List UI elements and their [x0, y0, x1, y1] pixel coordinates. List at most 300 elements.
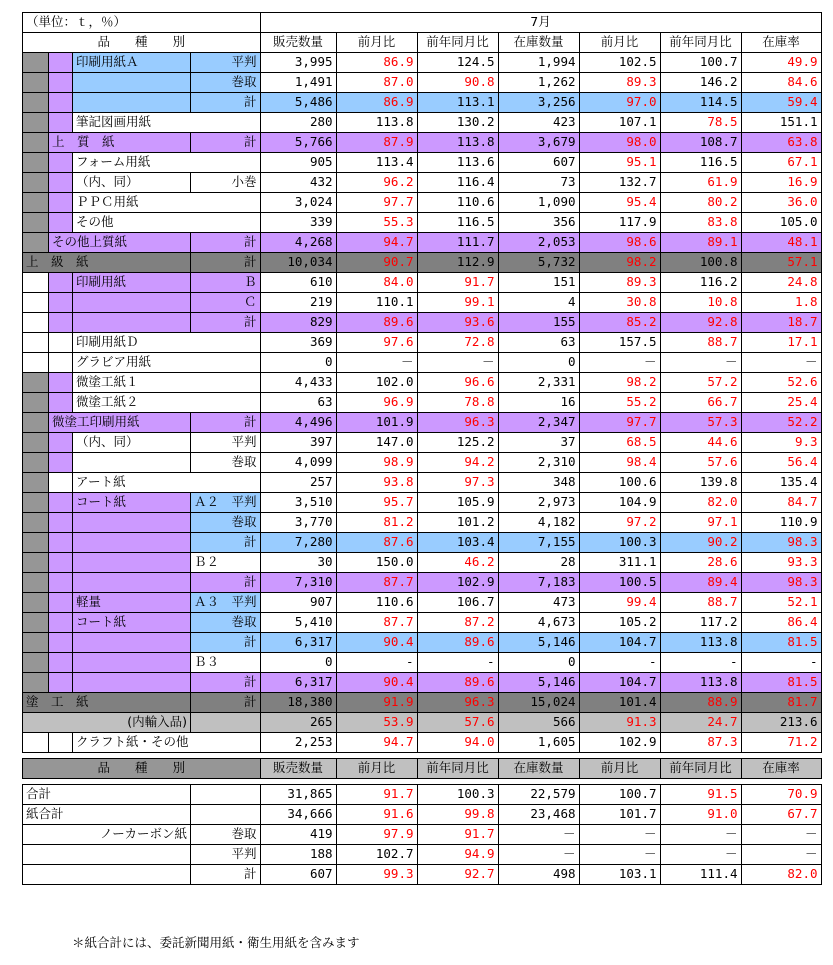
row-23-value-4: 97.2 [579, 513, 660, 533]
row-6-value-0: 432 [260, 173, 336, 193]
row-29-value-3: 5,146 [498, 633, 579, 653]
table-row [23, 805, 822, 825]
row-label: コート紙 [73, 613, 191, 633]
row-4-value-0: 5,766 [260, 133, 336, 153]
row-24-value-4: 100.3 [579, 533, 660, 553]
row-16-value-4: 98.2 [579, 373, 660, 393]
bottom-sub [191, 805, 261, 825]
indent-bar-2 [49, 433, 73, 453]
row-23-value-3: 4,182 [498, 513, 579, 533]
row-20-value-2: 94.2 [417, 453, 498, 473]
row-24-value-3: 7,155 [498, 533, 579, 553]
bottom-4-value-6: 82.0 [741, 865, 821, 885]
row-27-value-4: 99.4 [579, 593, 660, 613]
row-30-value-5: - [660, 653, 741, 673]
bottom-3-value-1: 102.7 [336, 845, 417, 865]
row-12-value-3: 4 [498, 293, 579, 313]
row-29-value-1: 90.4 [336, 633, 417, 653]
table-row [23, 133, 822, 153]
row-22-value-0: 3,510 [260, 493, 336, 513]
bottom-1-value-5: 91.0 [660, 805, 741, 825]
indent-bar [23, 153, 49, 173]
column-header-2-3: 在庫数量 [498, 759, 579, 779]
row-19-value-2: 125.2 [417, 433, 498, 453]
table-row [23, 513, 822, 533]
row-33-value-6: 213.6 [741, 713, 821, 733]
row-3-value-1: 113.8 [336, 113, 417, 133]
row-34-value-4: 102.9 [579, 733, 660, 753]
row-2-value-2: 113.1 [417, 93, 498, 113]
row-33-value-1: 53.9 [336, 713, 417, 733]
row-33-value-3: 566 [498, 713, 579, 733]
row-24-value-5: 90.2 [660, 533, 741, 553]
row-12-value-2: 99.1 [417, 293, 498, 313]
indent-bar-2 [49, 153, 73, 173]
indent-bar-2 [49, 353, 73, 373]
indent-bar [23, 233, 49, 253]
row-14-value-3: 63 [498, 333, 579, 353]
table-row [23, 153, 822, 173]
bottom-3-value-3: － [498, 845, 579, 865]
row-17-value-2: 78.8 [417, 393, 498, 413]
table-row [23, 93, 822, 113]
row-19-value-0: 397 [260, 433, 336, 453]
row-sub: 計 [191, 93, 261, 113]
row-21-value-4: 100.6 [579, 473, 660, 493]
table-row [23, 233, 822, 253]
row-31-value-4: 104.7 [579, 673, 660, 693]
row-12-value-0: 219 [260, 293, 336, 313]
row-21-value-5: 139.8 [660, 473, 741, 493]
bottom-2-value-1: 97.9 [336, 825, 417, 845]
row-2-value-6: 59.4 [741, 93, 821, 113]
row-14-value-4: 157.5 [579, 333, 660, 353]
row-25-value-1: 150.0 [336, 553, 417, 573]
table-row [23, 653, 822, 673]
bottom-sub [191, 785, 261, 805]
bottom-4-value-5: 111.4 [660, 865, 741, 885]
row-26-value-5: 89.4 [660, 573, 741, 593]
row-22-value-4: 104.9 [579, 493, 660, 513]
row-0-value-5: 100.7 [660, 53, 741, 73]
row-2-value-1: 86.9 [336, 93, 417, 113]
indent-bar-2 [49, 333, 73, 353]
row-31-value-5: 113.8 [660, 673, 741, 693]
row-24-value-1: 87.6 [336, 533, 417, 553]
row-29-value-6: 81.5 [741, 633, 821, 653]
row-7-value-3: 1,090 [498, 193, 579, 213]
row-25-value-6: 93.3 [741, 553, 821, 573]
row-15-value-0: 0 [260, 353, 336, 373]
row-label: 印刷用紙 [73, 273, 191, 293]
row-11-value-2: 91.7 [417, 273, 498, 293]
paper-sales-table [22, 12, 822, 885]
indent-bar [23, 53, 49, 73]
row-28-value-4: 105.2 [579, 613, 660, 633]
row-29-value-0: 6,317 [260, 633, 336, 653]
table-row [23, 313, 822, 333]
indent-bar-2 [49, 553, 73, 573]
row-24-value-2: 103.4 [417, 533, 498, 553]
indent-bar-2 [49, 593, 73, 613]
bottom-4-value-1: 99.3 [336, 865, 417, 885]
row-23-value-1: 81.2 [336, 513, 417, 533]
row-29-value-2: 89.6 [417, 633, 498, 653]
column-header-2-4: 前月比 [579, 759, 660, 779]
column-header-2-5: 前年同月比 [660, 759, 741, 779]
row-label [73, 73, 191, 93]
row-25-value-3: 28 [498, 553, 579, 573]
row-30-value-0: 0 [260, 653, 336, 673]
row-label: アート紙 [73, 473, 261, 493]
indent-bar [23, 273, 49, 293]
row-2-value-3: 3,256 [498, 93, 579, 113]
row-6-value-1: 96.2 [336, 173, 417, 193]
indent-bar [23, 113, 49, 133]
row-8-value-1: 55.3 [336, 213, 417, 233]
row-26-value-6: 98.3 [741, 573, 821, 593]
bottom-4-value-3: 498 [498, 865, 579, 885]
row-sub: Ｂ２ [191, 553, 261, 573]
row-23-value-2: 101.2 [417, 513, 498, 533]
row-24-value-0: 7,280 [260, 533, 336, 553]
indent-bar [23, 733, 49, 753]
row-18-value-0: 4,496 [260, 413, 336, 433]
row-0-value-1: 86.9 [336, 53, 417, 73]
row-8-value-2: 116.5 [417, 213, 498, 233]
row-1-value-1: 87.0 [336, 73, 417, 93]
row-13-value-2: 93.6 [417, 313, 498, 333]
indent-bar [23, 293, 49, 313]
indent-bar [23, 533, 49, 553]
bottom-0-value-0: 31,865 [260, 785, 336, 805]
row-11-value-1: 84.0 [336, 273, 417, 293]
row-32-value-0: 18,380 [260, 693, 336, 713]
row-14-value-0: 369 [260, 333, 336, 353]
row-15-value-4: － [579, 353, 660, 373]
indent-bar-2 [49, 653, 73, 673]
row-21-value-3: 348 [498, 473, 579, 493]
column-header-3: 在庫数量 [498, 33, 579, 53]
bottom-3-value-0: 188 [260, 845, 336, 865]
column-header-1: 前月比 [336, 33, 417, 53]
row-sub: 計 [191, 253, 261, 273]
row-sub: 巻取 [191, 453, 261, 473]
table-row [23, 213, 822, 233]
column-header-4: 前月比 [579, 33, 660, 53]
row-20-value-0: 4,099 [260, 453, 336, 473]
row-label: グラビア用紙 [73, 353, 261, 373]
row-5-value-2: 113.6 [417, 153, 498, 173]
row-label [73, 573, 191, 593]
row-16-value-2: 96.6 [417, 373, 498, 393]
column-header-5: 前年同月比 [660, 33, 741, 53]
row-19-value-6: 9.3 [741, 433, 821, 453]
row-16-value-1: 102.0 [336, 373, 417, 393]
indent-bar [23, 193, 49, 213]
row-3-value-3: 423 [498, 113, 579, 133]
indent-bar-2 [49, 373, 73, 393]
bottom-0-value-5: 91.5 [660, 785, 741, 805]
row-label: クラフト紙・その他 [73, 733, 261, 753]
row-26-value-3: 7,183 [498, 573, 579, 593]
row-34-value-5: 87.3 [660, 733, 741, 753]
row-sub: 平判 [191, 53, 261, 73]
row-22-value-1: 95.7 [336, 493, 417, 513]
unit-label: （単位：ｔ，％） [23, 13, 261, 33]
row-21-value-0: 257 [260, 473, 336, 493]
table-row [23, 333, 822, 353]
indent-bar [23, 413, 49, 433]
row-16-value-5: 57.2 [660, 373, 741, 393]
indent-bar [23, 313, 49, 333]
bottom-0-value-4: 100.7 [579, 785, 660, 805]
bottom-2-value-6: － [741, 825, 821, 845]
row-4-value-6: 63.8 [741, 133, 821, 153]
category-header-2: 品 種 別 [23, 759, 261, 779]
row-19-value-5: 44.6 [660, 433, 741, 453]
row-27-value-0: 907 [260, 593, 336, 613]
indent-bar [23, 433, 49, 453]
indent-bar [23, 373, 49, 393]
row-14-value-1: 97.6 [336, 333, 417, 353]
table-row [23, 733, 822, 753]
row-label [73, 553, 191, 573]
row-25-value-0: 30 [260, 553, 336, 573]
table-row [23, 553, 822, 573]
row-7-value-6: 36.0 [741, 193, 821, 213]
row-5-value-6: 67.1 [741, 153, 821, 173]
row-34-value-1: 94.7 [336, 733, 417, 753]
row-9-value-1: 94.7 [336, 233, 417, 253]
indent-bar-2 [49, 573, 73, 593]
indent-bar-2 [49, 213, 73, 233]
bottom-label: 紙合計 [23, 805, 191, 825]
row-15-value-1: － [336, 353, 417, 373]
row-32-value-1: 91.9 [336, 693, 417, 713]
bottom-2-value-4: － [579, 825, 660, 845]
table-row [23, 785, 822, 805]
row-sub: Ｂ３ [191, 653, 261, 673]
bottom-4-value-0: 607 [260, 865, 336, 885]
indent-bar [23, 473, 49, 493]
indent-bar-2 [49, 93, 73, 113]
row-4-value-1: 87.9 [336, 133, 417, 153]
indent-bar-2 [49, 493, 73, 513]
table-row [23, 13, 822, 33]
indent-bar [23, 393, 49, 413]
row-17-value-4: 55.2 [579, 393, 660, 413]
row-0-value-0: 3,995 [260, 53, 336, 73]
table-row [23, 53, 822, 73]
bottom-1-value-2: 99.8 [417, 805, 498, 825]
table-row [23, 613, 822, 633]
indent-bar [23, 613, 49, 633]
row-11-value-0: 610 [260, 273, 336, 293]
footnote: ＊紙合計には、委託新聞用紙・衛生用紙を含みます [72, 935, 360, 950]
row-label: 微塗工紙２ [73, 393, 261, 413]
row-4-value-2: 113.8 [417, 133, 498, 153]
row-17-value-3: 16 [498, 393, 579, 413]
row-14-value-2: 72.8 [417, 333, 498, 353]
row-3-value-5: 78.5 [660, 113, 741, 133]
table-row [23, 353, 822, 373]
row-label [73, 93, 191, 113]
row-sub: 巻取 [191, 513, 261, 533]
row-30-value-6: - [741, 653, 821, 673]
row-7-value-5: 80.2 [660, 193, 741, 213]
row-32-value-2: 96.3 [417, 693, 498, 713]
bottom-0-value-6: 70.9 [741, 785, 821, 805]
row-8-value-3: 356 [498, 213, 579, 233]
indent-bar-2 [49, 193, 73, 213]
row-label: 印刷用紙Ａ [73, 53, 191, 73]
row-sub: Ａ３ 平判 [191, 593, 261, 613]
row-7-value-4: 95.4 [579, 193, 660, 213]
row-24-value-6: 98.3 [741, 533, 821, 553]
row-34-value-2: 94.0 [417, 733, 498, 753]
bottom-0-value-1: 91.7 [336, 785, 417, 805]
table-row [23, 433, 822, 453]
indent-bar-2 [49, 633, 73, 653]
table-row [23, 113, 822, 133]
bottom-sub: 巻取 [191, 825, 261, 845]
row-20-value-3: 2,310 [498, 453, 579, 473]
row-10-value-5: 100.8 [660, 253, 741, 273]
row-3-value-0: 280 [260, 113, 336, 133]
row-15-value-6: － [741, 353, 821, 373]
row-26-value-2: 102.9 [417, 573, 498, 593]
row-33-value-5: 24.7 [660, 713, 741, 733]
row-12-value-6: 1.8 [741, 293, 821, 313]
row-12-value-1: 110.1 [336, 293, 417, 313]
row-label: 上 質 紙 [49, 133, 191, 153]
row-8-value-6: 105.0 [741, 213, 821, 233]
table-row [23, 73, 822, 93]
bottom-2-value-2: 91.7 [417, 825, 498, 845]
bottom-2-value-0: 419 [260, 825, 336, 845]
row-2-value-5: 114.5 [660, 93, 741, 113]
row-27-value-6: 52.1 [741, 593, 821, 613]
row-label: 筆記図画用紙 [73, 113, 261, 133]
row-sub: 計 [191, 133, 261, 153]
table-row [23, 413, 822, 433]
table-row [23, 173, 822, 193]
indent-bar [23, 453, 49, 473]
row-sub: 小巻 [191, 173, 261, 193]
indent-bar [23, 593, 49, 613]
row-11-value-3: 151 [498, 273, 579, 293]
indent-bar [23, 213, 49, 233]
row-5-value-5: 116.5 [660, 153, 741, 173]
indent-bar [23, 633, 49, 653]
row-label [73, 673, 191, 693]
row-label [73, 533, 191, 553]
row-label: その他 [73, 213, 261, 233]
indent-bar [23, 553, 49, 573]
row-15-value-5: － [660, 353, 741, 373]
row-22-value-5: 82.0 [660, 493, 741, 513]
row-label [73, 293, 191, 313]
bottom-1-value-4: 101.7 [579, 805, 660, 825]
row-26-value-0: 7,310 [260, 573, 336, 593]
bottom-label: ノーカーボン紙 [23, 825, 191, 845]
row-10-value-6: 57.1 [741, 253, 821, 273]
row-13-value-3: 155 [498, 313, 579, 333]
row-0-value-3: 1,994 [498, 53, 579, 73]
table-row [23, 533, 822, 553]
indent-bar-2 [49, 293, 73, 313]
row-22-value-3: 2,973 [498, 493, 579, 513]
row-10-value-1: 90.7 [336, 253, 417, 273]
row-label: 軽量 [73, 593, 191, 613]
row-20-value-6: 56.4 [741, 453, 821, 473]
row-sub: Ｃ [191, 293, 261, 313]
row-3-value-6: 151.1 [741, 113, 821, 133]
row-11-value-6: 24.8 [741, 273, 821, 293]
table-row [23, 193, 822, 213]
row-label: 塗 工 紙 [23, 693, 191, 713]
row-label [73, 633, 191, 653]
row-5-value-4: 95.1 [579, 153, 660, 173]
table-row [23, 573, 822, 593]
row-18-value-3: 2,347 [498, 413, 579, 433]
row-14-value-5: 88.7 [660, 333, 741, 353]
table-row [23, 759, 822, 779]
indent-bar [23, 573, 49, 593]
row-3-value-4: 107.1 [579, 113, 660, 133]
table-row [23, 693, 822, 713]
row-32-value-4: 101.4 [579, 693, 660, 713]
bottom-label [23, 845, 191, 865]
row-1-value-6: 84.6 [741, 73, 821, 93]
indent-bar-2 [49, 173, 73, 193]
row-27-value-3: 473 [498, 593, 579, 613]
row-10-value-3: 5,732 [498, 253, 579, 273]
row-sub: 平判 [191, 433, 261, 453]
indent-bar [23, 493, 49, 513]
row-25-value-5: 28.6 [660, 553, 741, 573]
row-sub: 計 [191, 573, 261, 593]
row-16-value-6: 52.6 [741, 373, 821, 393]
column-header-6: 在庫率 [741, 33, 821, 53]
indent-bar [23, 333, 49, 353]
row-31-value-0: 6,317 [260, 673, 336, 693]
row-9-value-2: 111.7 [417, 233, 498, 253]
row-sub: 巻取 [191, 613, 261, 633]
row-34-value-6: 71.2 [741, 733, 821, 753]
row-9-value-6: 48.1 [741, 233, 821, 253]
row-1-value-0: 1,491 [260, 73, 336, 93]
row-32-value-3: 15,024 [498, 693, 579, 713]
row-sub: 計 [191, 533, 261, 553]
indent-bar [23, 73, 49, 93]
table-row [23, 273, 822, 293]
bottom-3-value-5: － [660, 845, 741, 865]
indent-bar-2 [49, 473, 73, 493]
row-19-value-3: 37 [498, 433, 579, 453]
indent-bar-2 [49, 273, 73, 293]
row-17-value-6: 25.4 [741, 393, 821, 413]
category-header: 品 種 別 [23, 33, 261, 53]
row-18-value-2: 96.3 [417, 413, 498, 433]
bottom-2-value-5: － [660, 825, 741, 845]
row-28-value-0: 5,410 [260, 613, 336, 633]
row-19-value-4: 68.5 [579, 433, 660, 453]
indent-bar [23, 653, 49, 673]
indent-bar-2 [49, 73, 73, 93]
table-row [23, 33, 822, 53]
